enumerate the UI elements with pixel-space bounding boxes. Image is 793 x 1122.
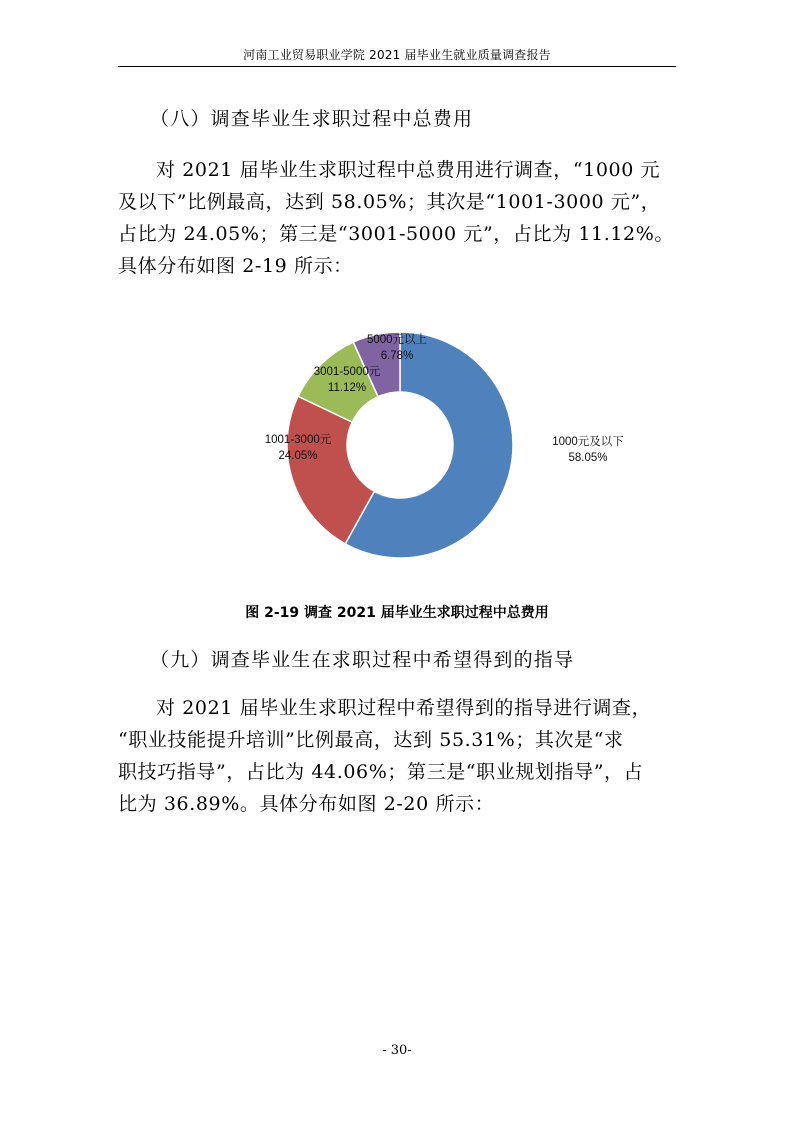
- section-8-paragraph: [118, 154, 678, 282]
- paragraph-line: 具体分布如图 2-19 所示：: [118, 255, 353, 277]
- slice-category-label: 3001-5000元: [313, 366, 381, 378]
- paragraph-line: 职技巧指导”，占比为 44.06%；第三是“职业规划指导”，占: [118, 761, 644, 783]
- slice-value-label: 24.05%: [278, 450, 318, 462]
- paragraph-line: 及以下”比例最高，达到 58.05%；其次是“1001-3000 元”，: [118, 191, 661, 213]
- paragraph-line: 比为 36.89%。具体分布如图 2-20 所示：: [118, 793, 495, 815]
- paragraph-line: 对 2021 届毕业生求职过程中总费用进行调查，“1000 元: [156, 159, 661, 181]
- slice-category-label: 1000元及以下: [552, 436, 624, 448]
- donut-chart-svg: [255, 320, 624, 570]
- header-divider: [118, 66, 676, 67]
- report-header: 河南工业贸易职业学院 2021 届毕业生就业质量调查报告: [243, 48, 551, 62]
- page-number: - 30-: [382, 1043, 412, 1058]
- section-9-heading: （九）调查毕业生在求职过程中希望得到的指导: [150, 649, 575, 671]
- slice-category-label: 5000元以上: [366, 334, 428, 346]
- paragraph-line: 对 2021 届毕业生求职过程中希望得到的指导进行调查，: [156, 697, 652, 719]
- slice-value-label: 6.78%: [380, 350, 414, 362]
- slice-value-label: 11.12%: [327, 382, 367, 394]
- slice-category-label: 1001-3000元: [264, 434, 332, 446]
- paragraph-line: “职业技能提升培训”比例最高，达到 55.31%；其次是“求: [118, 729, 624, 751]
- expense-donut-chart: [255, 320, 624, 570]
- section-8-heading: （八）调查毕业生求职过程中总费用: [150, 108, 474, 130]
- slice-value-label: 58.05%: [568, 452, 608, 464]
- paragraph-line: 占比为 24.05%；第三是“3001-5000 元”，占比为 11.12%。: [118, 223, 674, 245]
- section-9-paragraph: [118, 692, 678, 820]
- figure-caption: 图 2-19 调查 2021 届毕业生求职过程中总费用: [245, 605, 549, 621]
